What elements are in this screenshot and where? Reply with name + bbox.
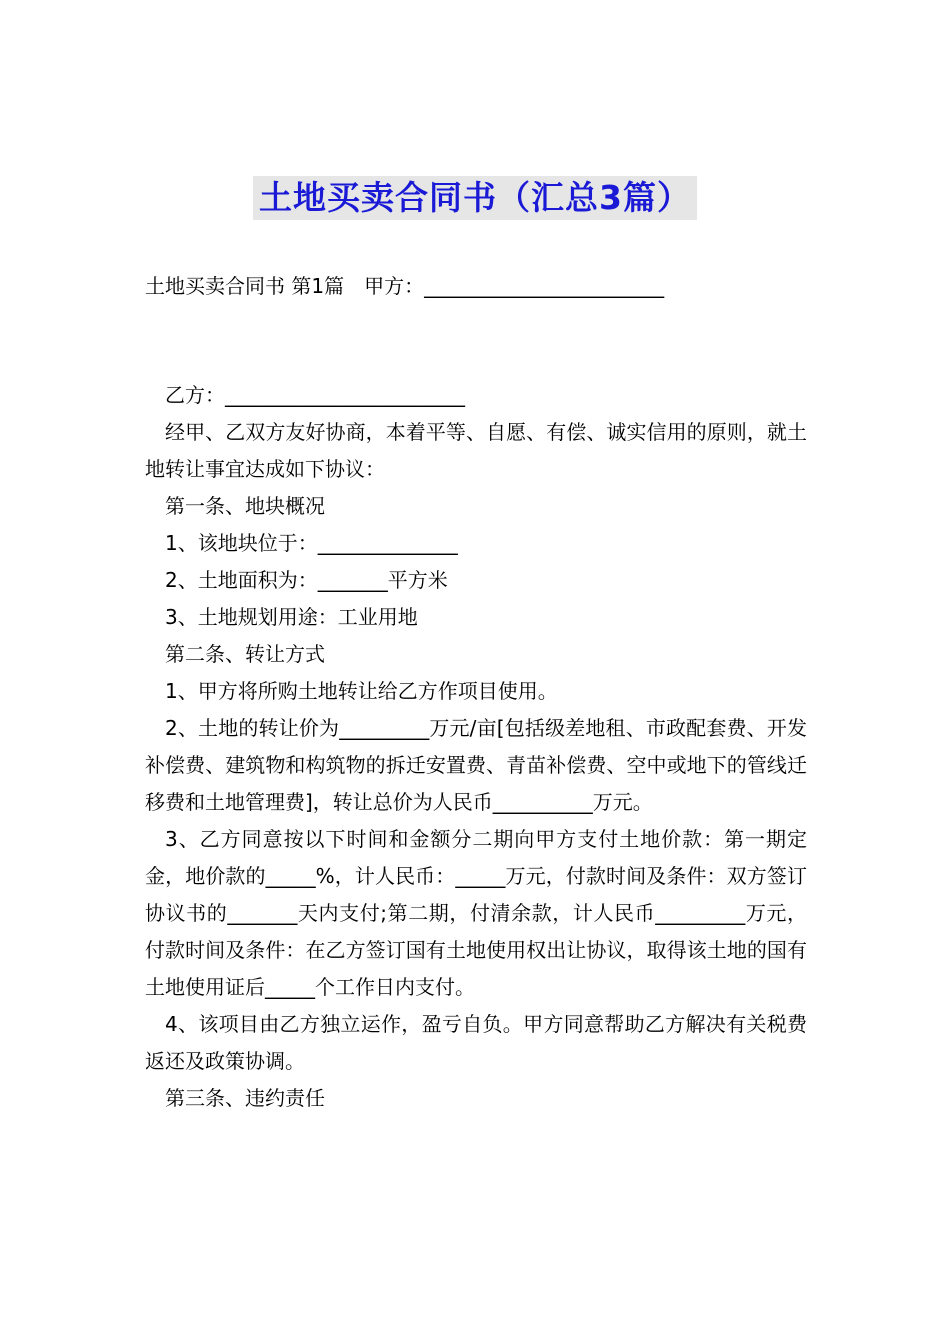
first-line-block bbox=[145, 268, 807, 305]
article2-item1: 1、甲方将所购土地转让给乙方作项目使用。 bbox=[165, 679, 558, 703]
party-b-line: 乙方：________________________ bbox=[165, 383, 465, 407]
article1-item3: 3、土地规划用途：工业用地 bbox=[165, 605, 418, 629]
article1-heading: 第一条、地块概况 bbox=[165, 494, 325, 518]
article2-item3: 3、乙方同意按以下时间和金额分二期向甲方支付土地价款：第一期定金，地价款的_____%，计人民币：_____万元，付款时间及条件：双方签订协议书的_______天内支付;第二期，付清余款，计人民币_________万元，付款时间及条件：在乙方签订国有土地使用权出让协议，取得该土地的国有土地使用证后_____个工作日内支付。 bbox=[145, 827, 807, 999]
article1-item1: 1、该地块位于：______________ bbox=[165, 531, 458, 555]
article2-item2: 2、土地的转让价为_________万元/亩[包括级差地租、市政配套费、开发补偿费、建筑物和构筑物的拆迁安置费、青苗补偿费、空中或地下的管线迁移费和土地管理费]，转让总价为人民币__________万元。 bbox=[145, 716, 807, 814]
document-title: 土地买卖合同书（汇总3篇） bbox=[253, 176, 697, 220]
article2-item4: 4、该项目由乙方独立运作，盈亏自负。甲方同意帮助乙方解决有关税费返还及政策协调。 bbox=[145, 1012, 807, 1073]
title-wrapper bbox=[0, 176, 950, 220]
article2-heading: 第二条、转让方式 bbox=[165, 642, 325, 666]
article1-item2: 2、土地面积为：_______平方米 bbox=[165, 568, 448, 592]
article3-heading: 第三条、违约责任 bbox=[165, 1086, 325, 1110]
contract-header-line: 土地买卖合同书 第1篇 甲方：________________________ bbox=[145, 274, 665, 298]
intro-paragraph: 经甲、乙双方友好协商，本着平等、自愿、有偿、诚实信用的原则，就土地转让事宜达成如下协议： bbox=[145, 420, 807, 481]
contract-body bbox=[145, 377, 807, 1117]
